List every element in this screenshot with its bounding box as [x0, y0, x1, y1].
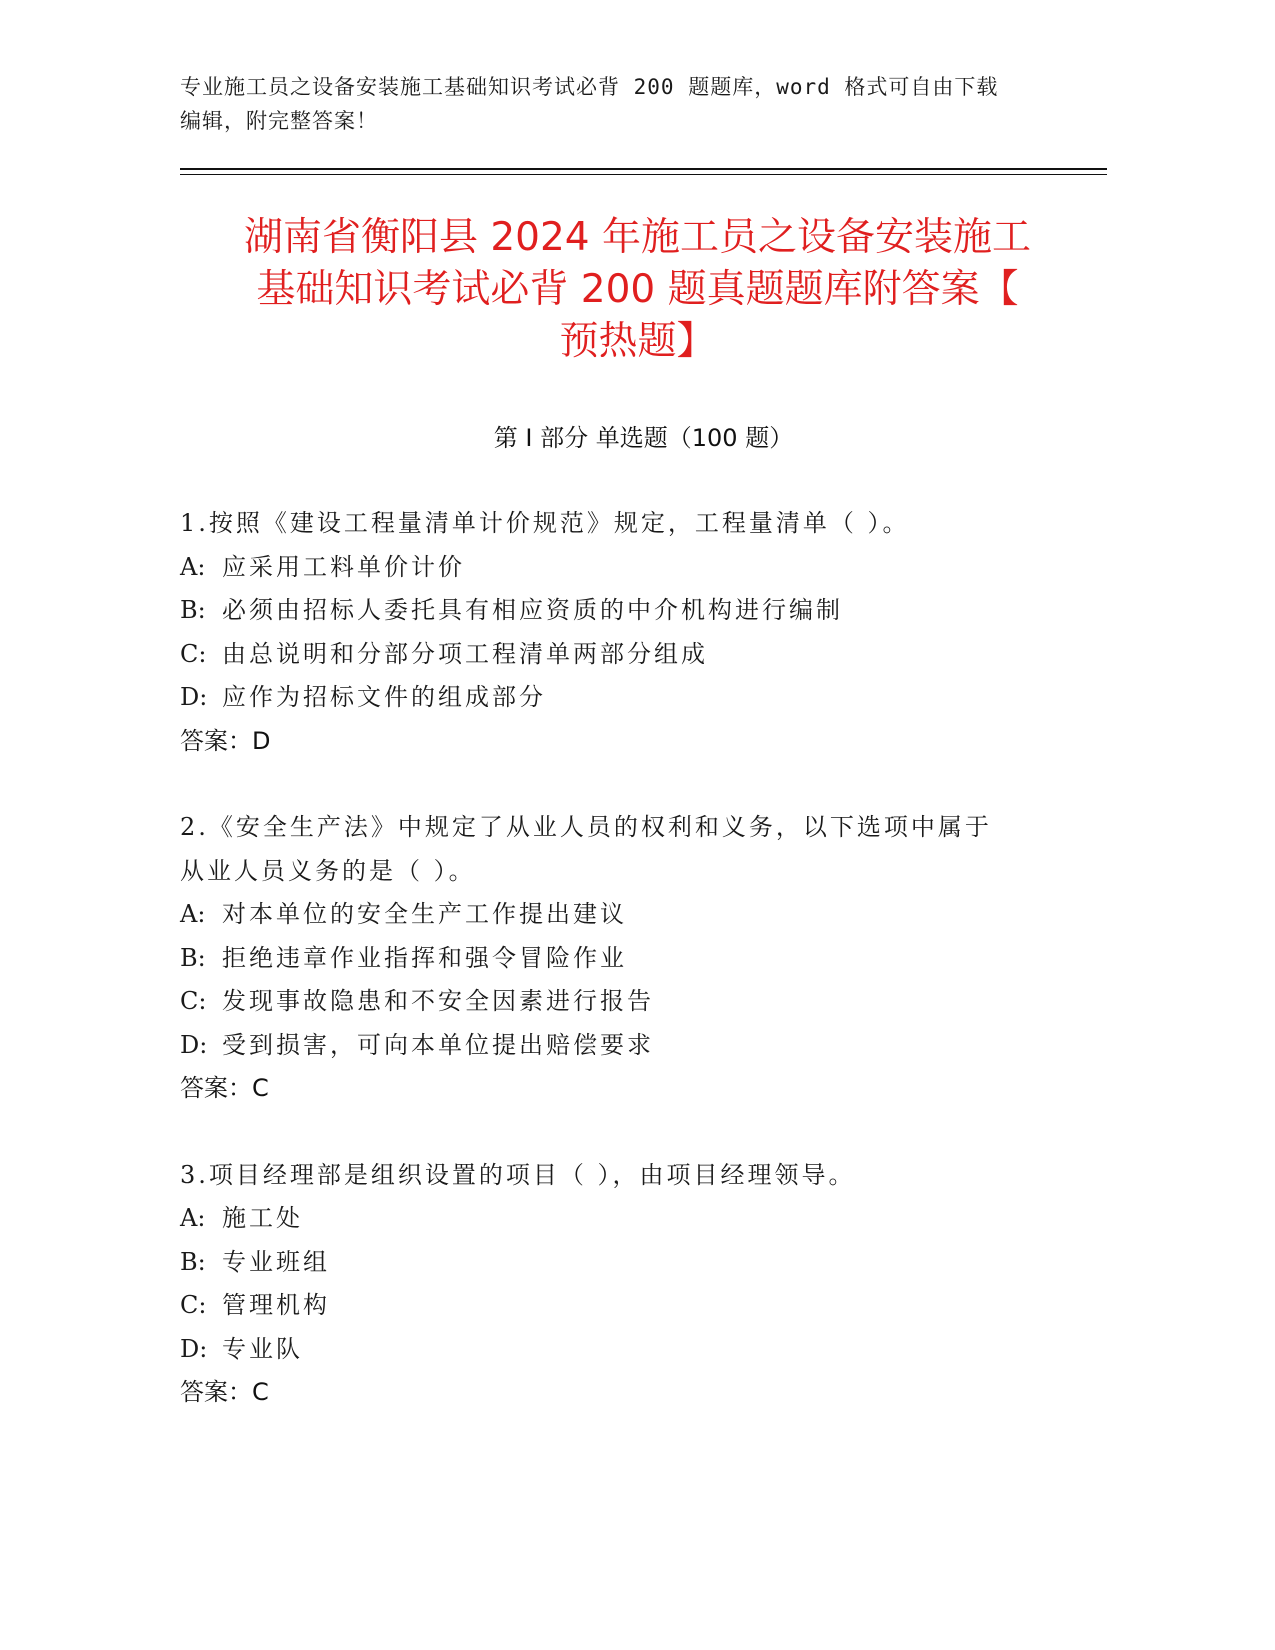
option-key: A:	[180, 552, 206, 581]
question-item	[180, 1154, 1080, 1415]
document-title-line: 湖南省衡阳县 2024 年施工员之设备安装施工	[243, 215, 1032, 260]
option-key: B:	[180, 596, 206, 624]
question-list	[180, 502, 1080, 1458]
option-text: 受到损害，可向本单位提出赔偿要求	[222, 1030, 654, 1059]
option-key: D:	[180, 1030, 208, 1059]
question-stem-continuation: 从业人员义务的是（ ）。	[180, 856, 476, 885]
option-c	[180, 633, 1080, 677]
option-c	[180, 1284, 1080, 1328]
option-key: C:	[180, 1291, 207, 1319]
option-text: 拒绝违章作业指挥和强令冒险作业	[222, 943, 627, 972]
header-note-line: 专业施工员之设备安装施工基础知识考试必背 200 题题库，word 格式可自由下载	[180, 75, 999, 99]
option-key: B:	[180, 1247, 206, 1276]
question-stem: 2.《安全生产法》中规定了从业人员的权利和义务，以下选项中属于	[180, 813, 992, 841]
option-key: D:	[180, 683, 208, 711]
header-divider-thin	[180, 174, 1107, 175]
option-c	[180, 980, 1080, 1024]
question-stem: 1.按照《建设工程量清单计价规范》规定，工程量清单（ ）。	[180, 509, 910, 537]
option-text: 由总说明和分部分项工程清单两部分组成	[222, 639, 708, 668]
option-b	[180, 1241, 1080, 1285]
option-text: 应采用工料单价计价	[222, 552, 465, 581]
header-note	[180, 70, 1080, 138]
option-key: D:	[180, 1334, 208, 1363]
question-item	[180, 502, 1080, 763]
option-d	[180, 676, 1080, 720]
option-text: 发现事故隐患和不安全因素进行报告	[222, 987, 654, 1015]
option-text: 必须由招标人委托具有相应资质的中介机构进行编制	[222, 596, 843, 624]
document-title-line: 基础知识考试必背 200 题真题题库附答案【	[256, 267, 1019, 312]
document-title-line: 预热题】	[559, 319, 716, 364]
option-key: B:	[180, 943, 206, 972]
option-d	[180, 1024, 1080, 1068]
option-a	[180, 546, 1080, 590]
option-key: C:	[180, 639, 207, 668]
answer-line: 答案：C	[180, 1378, 269, 1406]
answer-line: 答案：D	[180, 726, 271, 755]
header-divider-thick	[180, 168, 1107, 170]
option-text: 对本单位的安全生产工作提出建议	[222, 900, 627, 928]
option-key: A:	[180, 900, 206, 928]
option-key: C:	[180, 987, 207, 1015]
answer-line: 答案：C	[180, 1074, 269, 1102]
option-text: 专业队	[222, 1334, 303, 1363]
option-text: 管理机构	[222, 1291, 330, 1319]
section-title: 第 I 部分 单选题（100 题）	[493, 424, 794, 452]
option-text: 应作为招标文件的组成部分	[222, 683, 546, 711]
option-a	[180, 1197, 1080, 1241]
question-stem: 3.项目经理部是组织设置的项目（ ），由项目经理领导。	[180, 1160, 856, 1189]
header-note-line: 编辑，附完整答案！	[180, 109, 378, 133]
option-b	[180, 589, 1080, 633]
question-item	[180, 806, 1080, 1111]
option-b	[180, 937, 1080, 981]
document-title	[160, 212, 1115, 368]
option-a	[180, 893, 1080, 937]
option-d	[180, 1328, 1080, 1372]
option-text: 施工处	[222, 1204, 303, 1232]
option-key: A:	[180, 1204, 206, 1232]
option-text: 专业班组	[222, 1247, 330, 1276]
